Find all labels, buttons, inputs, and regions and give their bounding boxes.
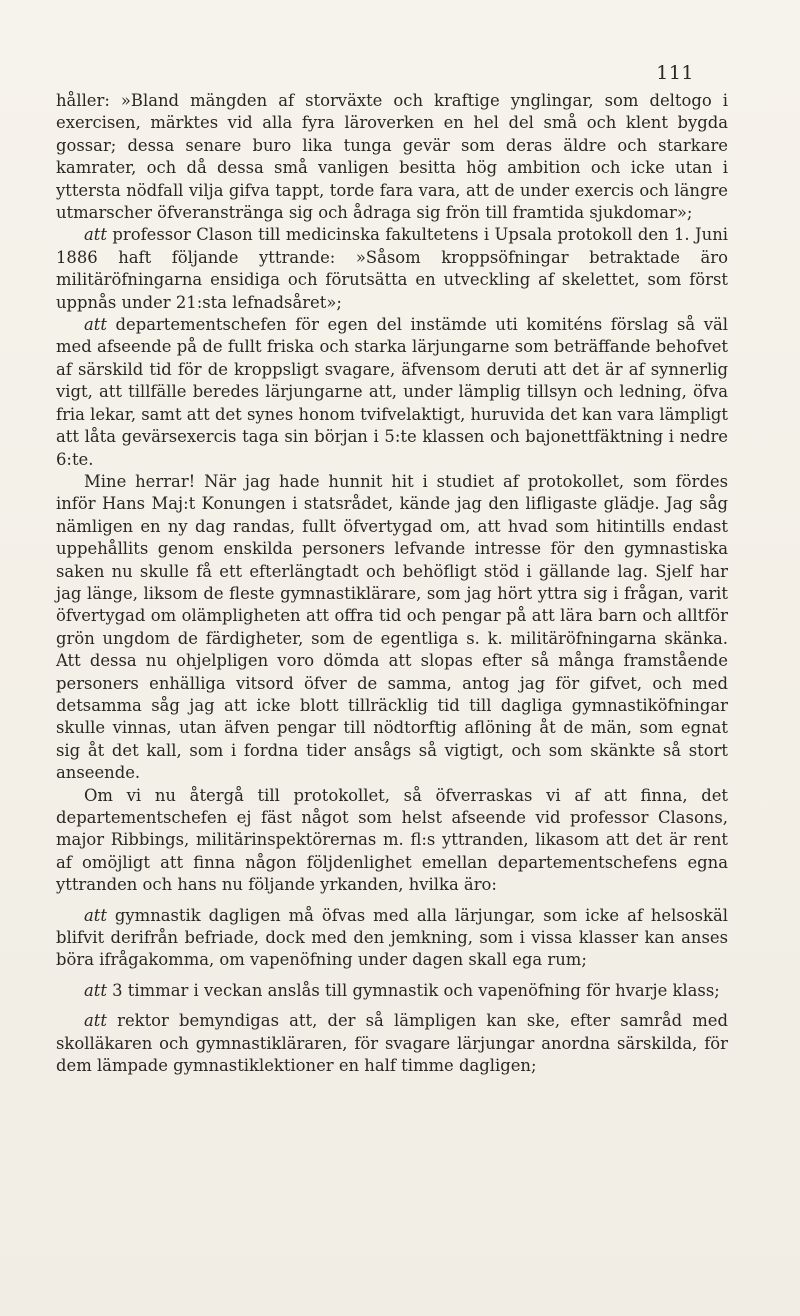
paragraph-2-text: professor Clason till medicinska fakultetens i Upsala protokoll den 1. Juni 1886 haft följande yttrande: »Såsom kroppsöfningar betraktade äro militäröfningarna ensidiga och förutsätta en utveckling af skelettet, som först uppnås under 21:sta lefnadsåret»;	[56, 225, 728, 312]
paragraph-2-lead: att	[84, 225, 107, 245]
body-text	[56, 90, 728, 1077]
paragraph-7-lead: att	[84, 980, 107, 1000]
paragraph-3	[56, 314, 728, 471]
paragraph-8-text: rektor bemyndigas att, der så lämpligen kan ske, efter samråd med skolläkaren och gymnastikläraren, för svagare lärjungar anordna särskilda, för dem lämpade gymnastiklektioner en half timme dagligen;	[56, 1011, 728, 1076]
paragraph-2	[56, 224, 728, 314]
paragraph-6	[56, 905, 728, 972]
paragraph-3-lead: att	[84, 315, 107, 335]
paragraph-6-lead: att	[84, 905, 107, 925]
paragraph-6-text: gymnastik dagligen må öfvas med alla lärjungar, som icke af helsoskäl blifvit derifrån befriade, dock med den jemkning, som i vissa klasser kan anses böra ifrågakomma, om vapenöfning under dagen skall ega rum;	[56, 905, 728, 970]
page-number: 111	[656, 62, 694, 84]
paragraph-1	[56, 90, 728, 224]
paragraph-4	[56, 471, 728, 785]
paragraph-1-text: håller: »Bland mängden af storväxte och kraftige ynglingar, som deltogo i exercisen, märktes vid alla fyra läroverken en hel del små och klent bygda gossar; dessa senare buro lika tunga gevär som deras äldre och starkare kamrater, och då dessa små vanligen besitta hög ambition och icke utan i yttersta nödfall vilja gifva tappt, torde fara vara, att de under exercis och längre utmarscher öfveranstränga sig och ådraga sig frön till framtida sjukdomar»;	[56, 91, 728, 223]
paragraph-5	[56, 785, 728, 897]
paragraph-7-text: 3 timmar i veckan anslås till gymnastik och vapenöfning för hvarje klass;	[106, 980, 720, 1000]
paragraph-4-text: Mine herrar! När jag hade hunnit hit i studiet af protokollet, som fördes inför Hans Maj:t Konungen i statsrådet, kände jag den lifligaste glädje. Jag såg nämligen en ny dag randas, fullt öfvertygad om, att hvad som hitintills endast uppehållits genom enskilda personers lefvande intresse för den gymnastiska saken nu skulle få ett efterlängtadt och behöfligt stöd i gällande lag. Sjelf har jag länge, liksom de fleste gymnastiklärare, som jag hört yttra sig i frågan, varit öfvertygad om olämpligheten att offra tid och pengar på att lära barn och alltför grön ungdom de färdigheter, som de egentliga s. k. militäröfningarna skänka. Att dessa nu ohjelpligen voro dömda att slopas efter så många framstående personers enhälliga vitsord öfver de samma, antog jag för gifvet, och med detsamma såg jag att icke blott tillräcklig tid till dagliga gymnastiköfningar skulle vinnas, utan äfven pengar till nödtorftig aflöning åt de män, som egnat sig åt det kall, som i fordna tider ansågs så vigtigt, och som skänkte så stort anseende.	[56, 471, 728, 783]
paragraph-5-text: Om vi nu återgå till protokollet, så öfverraskas vi af att finna, det departementschefen ej fäst något som helst afseende vid professor Clasons, major Ribbings, militärinspektörernas m. fl:s yttranden, likasom att det är rent af omöjligt att finna någon följdenlighet emellan departementschefens egna yttranden och hans nu följande yrkanden, hvilka äro:	[56, 785, 728, 895]
paragraph-8-lead: att	[84, 1011, 107, 1031]
paragraph-8	[56, 1010, 728, 1077]
paragraph-3-text: departementschefen för egen del instämde uti komiténs förslag så väl med afseende på de fullt friska och starka lärjungarne som beträffande behofvet af särskild tid för de kroppsligt svagare, äfvensom deruti att det är af synnerlig vigt, att tillfälle beredes lärjungarne att, under lämplig tillsyn och ledning, öfva fria lekar, samt att det synes honom tvifvelaktigt, huruvida det kan vara lämpligt att låta gevärsexercis taga sin början i 5:te klassen och bajonettfäktning i nedre 6:te.	[56, 315, 728, 469]
paragraph-7	[56, 980, 728, 1002]
